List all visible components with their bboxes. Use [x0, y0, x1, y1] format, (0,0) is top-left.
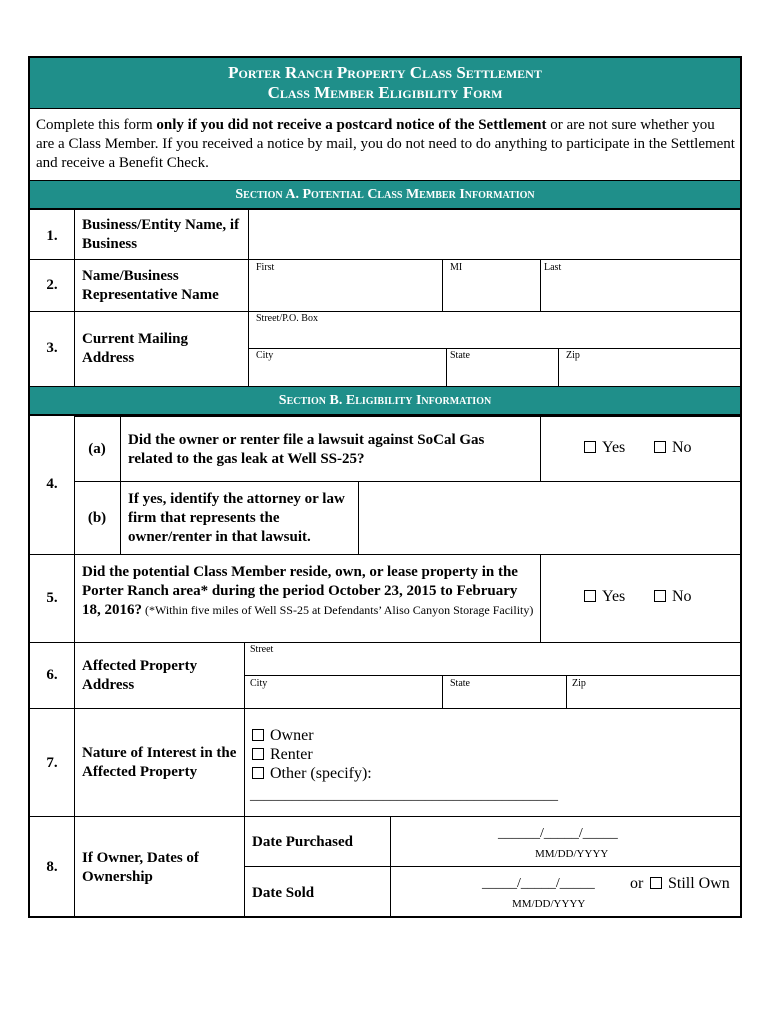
- attorney-question: If yes, identify the attorney or law firm that represents the owner/renter in that lawsuit.: [128, 491, 345, 545]
- row-8-number: 8.: [46, 859, 58, 875]
- city-caption: City: [256, 350, 274, 361]
- affected-city-field[interactable]: [245, 690, 441, 707]
- affected-zip-caption: Zip: [572, 678, 586, 689]
- checkbox-icon[interactable]: [654, 441, 666, 453]
- intro-part1: Complete this form: [36, 117, 157, 133]
- street-caption: Street/P.O. Box: [256, 313, 318, 324]
- date-sold-label: Date Sold: [252, 885, 315, 901]
- checkbox-icon[interactable]: [252, 767, 264, 779]
- affected-city-caption: City: [250, 678, 268, 689]
- row-4b-letter: (b): [87, 510, 107, 526]
- last-name-caption: Last: [544, 262, 562, 273]
- date-purchased-label: Date Purchased: [252, 834, 353, 850]
- other-specify-line[interactable]: ____________________________________________: [250, 788, 558, 803]
- checkbox-icon[interactable]: [584, 441, 596, 453]
- section-a-header: Section A. Potential Class Member Information: [30, 180, 740, 210]
- residence-question: [82, 563, 538, 620]
- row-5-number: 5.: [46, 590, 58, 606]
- row-6-number: 6.: [46, 667, 58, 683]
- affected-zip-field[interactable]: [567, 690, 739, 707]
- nature-of-interest-label: Nature of Interest in the Affected Property: [82, 745, 237, 780]
- renter-option[interactable]: [252, 745, 313, 764]
- eligibility-form: [28, 56, 742, 918]
- form-header: [30, 58, 740, 109]
- date-purchased-field[interactable]: ______/_____/_____: [498, 826, 618, 841]
- ownership-dates-label: If Owner, Dates of Ownership: [82, 850, 199, 885]
- name-label: Name/Business Representative Name: [82, 268, 219, 303]
- row-1-number: 1.: [46, 228, 58, 244]
- owner-label: Owner: [270, 727, 314, 744]
- first-name-caption: First: [256, 262, 275, 273]
- row-4a-letter: (a): [88, 441, 106, 457]
- mi-field[interactable]: [443, 274, 539, 310]
- business-name-field[interactable]: [249, 209, 739, 258]
- mailing-address-label: Current Mailing Address: [82, 331, 188, 366]
- mailing-zip-field[interactable]: [559, 362, 739, 385]
- checkbox-icon[interactable]: [584, 590, 596, 602]
- row-3-number: 3.: [46, 340, 58, 356]
- mi-caption: MI: [450, 262, 463, 273]
- lawsuit-question: Did the owner or renter file a lawsuit against SoCal Gas related to the gas leak at Well SS-25?: [128, 432, 485, 467]
- still-own-option[interactable]: [650, 874, 730, 893]
- checkbox-icon[interactable]: [654, 590, 666, 602]
- other-option[interactable]: [252, 764, 372, 783]
- first-name-field[interactable]: [249, 274, 441, 310]
- no-label: No: [672, 588, 692, 605]
- renter-label: Renter: [270, 746, 313, 763]
- state-caption: State: [450, 350, 470, 361]
- business-name-label: Business/Entity Name, if Business: [82, 217, 240, 252]
- residence-footnote: (*Within five miles of Well SS-25 at Defendants’ Aliso Canyon Storage Facility): [142, 603, 534, 617]
- row-4-number: 4.: [46, 476, 58, 492]
- checkbox-icon[interactable]: [252, 748, 264, 760]
- form-title: Porter Ranch Property Class Settlement: [228, 63, 542, 82]
- affected-street-field[interactable]: [245, 656, 739, 674]
- section-b-header: Section B. Eligibility Information: [30, 386, 740, 416]
- checkbox-icon[interactable]: [252, 729, 264, 741]
- yes-label: Yes: [602, 439, 626, 456]
- mailing-state-field[interactable]: [447, 362, 557, 385]
- or-text: or: [630, 875, 644, 892]
- owner-option[interactable]: [252, 726, 314, 745]
- date-sold-field[interactable]: _____/_____/_____: [482, 876, 595, 891]
- residence-yes-option[interactable]: [584, 588, 625, 606]
- intro-part2: or are not sure whether you are a Class Member. If you received a notice by mail, you do not need to do anything to participate in the Settlement and receive a Benefit Check.: [36, 117, 735, 171]
- affected-address-label: Affected Property Address: [82, 658, 198, 693]
- last-name-field[interactable]: [541, 274, 739, 310]
- attorney-field[interactable]: [359, 482, 739, 553]
- date-purchased-format: MM/DD/YYYY: [535, 848, 609, 860]
- intro-bold: only if you did not receive a postcard notice of the Settlement: [156, 117, 547, 133]
- residence-no-option[interactable]: [654, 588, 692, 606]
- affected-street-caption: Street: [250, 644, 274, 655]
- intro-text: [36, 116, 736, 173]
- no-label: No: [672, 439, 692, 456]
- zip-caption: Zip: [566, 350, 580, 361]
- mailing-city-field[interactable]: [249, 362, 445, 385]
- affected-state-caption: State: [450, 678, 470, 689]
- residence-question-text: Did the potential Class Member reside, own, or lease property in the Porter Ranch area* during the period October 23, 2015 to February 18, 2016?: [82, 564, 518, 618]
- still-own-label: Still Own: [668, 875, 730, 892]
- mailing-street-field[interactable]: [249, 324, 739, 347]
- date-sold-format: MM/DD/YYYY: [512, 898, 586, 910]
- other-label: Other (specify):: [270, 765, 372, 782]
- form-subtitle: Class Member Eligibility Form: [267, 83, 503, 102]
- checkbox-icon[interactable]: [650, 877, 662, 889]
- lawsuit-yes-option[interactable]: [584, 439, 625, 457]
- affected-state-field[interactable]: [443, 690, 565, 707]
- row-2-number: 2.: [46, 277, 58, 293]
- lawsuit-no-option[interactable]: [654, 439, 692, 457]
- yes-label: Yes: [602, 588, 626, 605]
- row-7-number: 7.: [46, 755, 58, 771]
